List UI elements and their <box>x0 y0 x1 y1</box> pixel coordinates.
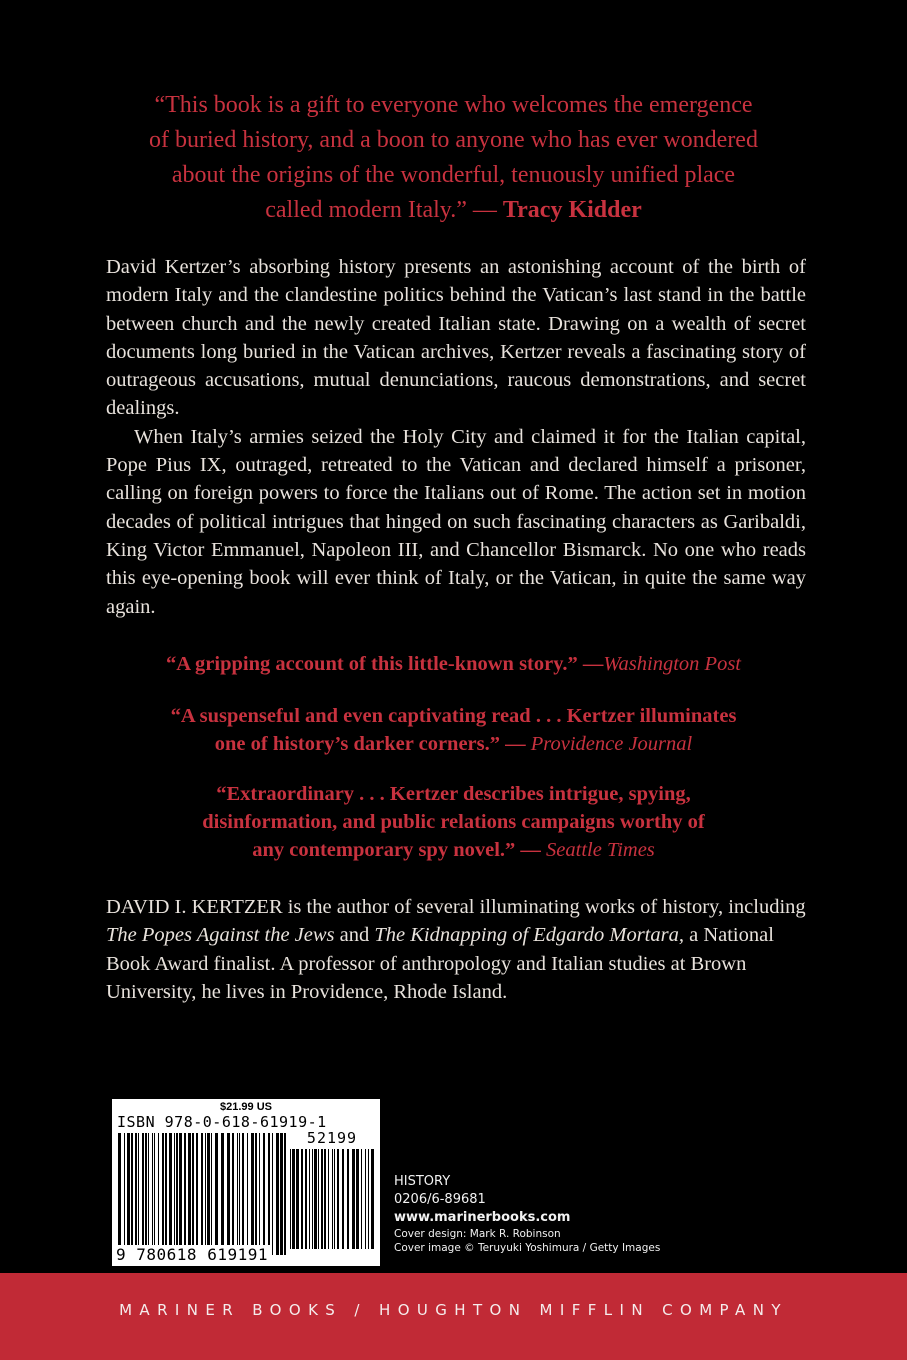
barcode-bar <box>148 1133 149 1255</box>
barcode-bar <box>124 1133 125 1255</box>
barcode-bar <box>371 1149 374 1249</box>
barcode-bar <box>207 1133 210 1255</box>
barcode-bar <box>232 1133 234 1255</box>
ean-barcode-icon <box>118 1133 286 1255</box>
cover-design-credit: Cover design: Mark R. Robinson <box>394 1228 561 1240</box>
review-line <box>100 650 807 678</box>
barcode-bar <box>276 1133 279 1255</box>
barcode-bar <box>263 1133 265 1255</box>
top-quote-author: Tracy Kidder <box>502 197 642 223</box>
barcode-bar <box>237 1133 238 1255</box>
description <box>106 253 806 621</box>
barcode-bar <box>255 1133 257 1255</box>
barcode-bar <box>312 1149 313 1249</box>
review-line: “Extraordinary . . . Kertzer describes intrigue, spying, <box>216 783 691 805</box>
review-providence-journal <box>100 702 807 758</box>
publisher-footer-text: MARINER BOOKS / HOUGHTON MIFFLIN COMPANY <box>119 1301 788 1319</box>
review-line: disinformation, and public relations campaigns worthy of <box>202 811 705 833</box>
barcode-bar <box>127 1133 130 1255</box>
top-quote-last-line <box>100 193 807 228</box>
bio-text: and <box>334 924 375 947</box>
barcode-bar <box>368 1149 369 1249</box>
barcode-bar <box>290 1149 291 1249</box>
barcode-bar <box>142 1133 144 1255</box>
barcode-bar <box>301 1149 303 1249</box>
barcode-ean-number: 9 780618 619191 <box>116 1245 268 1264</box>
barcode-bar <box>251 1133 254 1255</box>
barcode-bar <box>328 1149 329 1249</box>
barcode-bar <box>356 1149 359 1249</box>
barcode-price: $21.99 US <box>220 1101 272 1113</box>
barcode-bar <box>215 1133 218 1255</box>
bio-book-title: The Popes Against the Jews <box>106 924 335 947</box>
top-quote-line: of buried history, and a boon to anyone who has ever wondered <box>149 127 758 153</box>
barcode-bar <box>332 1149 333 1249</box>
barcode-bar <box>131 1133 133 1255</box>
description-paragraph-2: When Italy’s armies seized the Holy City and claimed it for the Italian capital, Pope Pius IX, outraged, retreated to the Vatican and declared himself a prisoner, calling on foreign powers to force the Italians out of Rome. The action set in motion decades of political intrigues that hinged on such fascinating characters as Garibaldi, King Victor Emmanuel, Napoleon III, and Chancellor Bismarck. No one who reads this eye-opening book will ever think of Italy, or the Vatican, in quite the same way again. <box>106 425 806 618</box>
barcode-price-code: 52199 <box>306 1129 358 1147</box>
review-source: Providence Journal <box>530 733 693 755</box>
review-washington-post <box>100 650 807 678</box>
barcode-bar <box>118 1133 121 1255</box>
barcode-bar <box>152 1133 153 1255</box>
barcode-bar <box>239 1133 240 1255</box>
review-source: Seattle Times <box>546 839 655 861</box>
barcode-bar <box>158 1133 159 1255</box>
product-code: 0206/6-89681 <box>394 1192 486 1207</box>
barcode-isbn: ISBN 978-0-618-61919-1 <box>117 1113 327 1131</box>
barcode-bar <box>292 1149 295 1249</box>
barcode-bar <box>179 1133 182 1255</box>
barcode-bar <box>259 1133 260 1255</box>
category-label: HISTORY <box>394 1174 451 1189</box>
barcode-bar <box>205 1133 206 1255</box>
review-text: one of history’s darker corners.” — <box>214 733 531 755</box>
barcode-bar <box>334 1149 335 1249</box>
review-line <box>100 836 807 864</box>
barcode-bar <box>221 1133 224 1255</box>
barcode-bar <box>176 1133 178 1255</box>
barcode-bar <box>337 1149 339 1249</box>
top-quote-line: “This book is a gift to everyone who welcomes the emergence <box>154 92 753 118</box>
barcode-bar <box>135 1133 137 1255</box>
barcode-bar <box>227 1133 230 1255</box>
barcode-bar <box>284 1133 286 1255</box>
review-text: “A gripping account of this little-known story.” — <box>165 653 604 675</box>
cover-image-credit: Cover image © Teruyuki Yoshimura / Getty Images <box>394 1242 661 1254</box>
publisher-website: www.marinerbooks.com <box>394 1210 571 1225</box>
review-source: Washington Post <box>603 653 741 675</box>
top-quote <box>100 88 807 228</box>
author-bio <box>106 893 806 1006</box>
barcode-bar <box>296 1149 299 1249</box>
barcode-bar <box>321 1149 323 1249</box>
barcode-bar <box>174 1133 175 1255</box>
barcode-bar <box>192 1133 194 1255</box>
barcode-panel <box>112 1099 380 1266</box>
barcode-bar <box>145 1133 147 1255</box>
barcode-bar <box>184 1133 186 1255</box>
barcode-bar <box>272 1133 273 1255</box>
barcode-bar <box>211 1133 212 1255</box>
bio-text: DAVID I. KERTZER is the author of several illuminating works of history, including <box>106 896 806 918</box>
review-text: any contemporary spy novel.” — <box>252 839 547 861</box>
barcode-bar <box>280 1133 283 1255</box>
barcode-bar <box>324 1149 326 1249</box>
barcode-bar <box>162 1133 164 1255</box>
top-quote-text: called modern Italy.” — <box>265 197 503 223</box>
description-paragraph-1: David Kertzer’s absorbing history presents an astonishing account of the birth of modern Italy and the clandestine politics behind the Vatican’s last stand in the battle between church and the newly created Italian state. Drawing on a wealth of secret documents long buried in the Vatican archives, Kertzer reveals a fascinating story of outrageous accusations, mutual denunciations, raucous demonstrations, and secret dealings. <box>106 256 806 420</box>
barcode-bar <box>242 1133 244 1255</box>
barcode-bar <box>352 1149 355 1249</box>
publisher-footer-band <box>0 1273 907 1360</box>
review-line <box>100 730 807 758</box>
barcode-bar <box>138 1133 139 1255</box>
barcode-bar <box>347 1149 349 1249</box>
barcode-bar <box>318 1149 319 1249</box>
barcode-bar <box>247 1133 248 1255</box>
review-line: “A suspenseful and even captivating read . . . Kertzer illuminates <box>170 705 737 727</box>
publisher-info <box>394 1173 660 1255</box>
barcode-bar <box>342 1149 344 1249</box>
barcode-bar <box>314 1149 317 1249</box>
barcode-bar <box>188 1133 191 1255</box>
barcode-bar <box>169 1133 172 1255</box>
bio-book-title: The Kidnapping of Edgardo Mortara, <box>374 924 684 947</box>
barcode-bar <box>196 1133 198 1255</box>
barcode-bar <box>201 1133 203 1255</box>
barcode-bar <box>268 1133 270 1255</box>
price-barcode-icon <box>290 1149 374 1249</box>
top-quote-line: about the origins of the wonderful, tenuously unified place <box>171 162 736 188</box>
barcode-bar <box>309 1149 310 1249</box>
barcode-bar <box>305 1149 307 1249</box>
barcode-bar <box>365 1149 366 1249</box>
review-seattle-times <box>100 780 807 864</box>
bio-text: a National Book Award finalist. A professor of anthropology and Italian studies at Brown University, he lives in Providence, Rhode Island. <box>106 924 774 1003</box>
barcode-bar <box>154 1133 155 1255</box>
barcode-bar <box>361 1149 362 1249</box>
barcode-bar <box>165 1133 167 1255</box>
